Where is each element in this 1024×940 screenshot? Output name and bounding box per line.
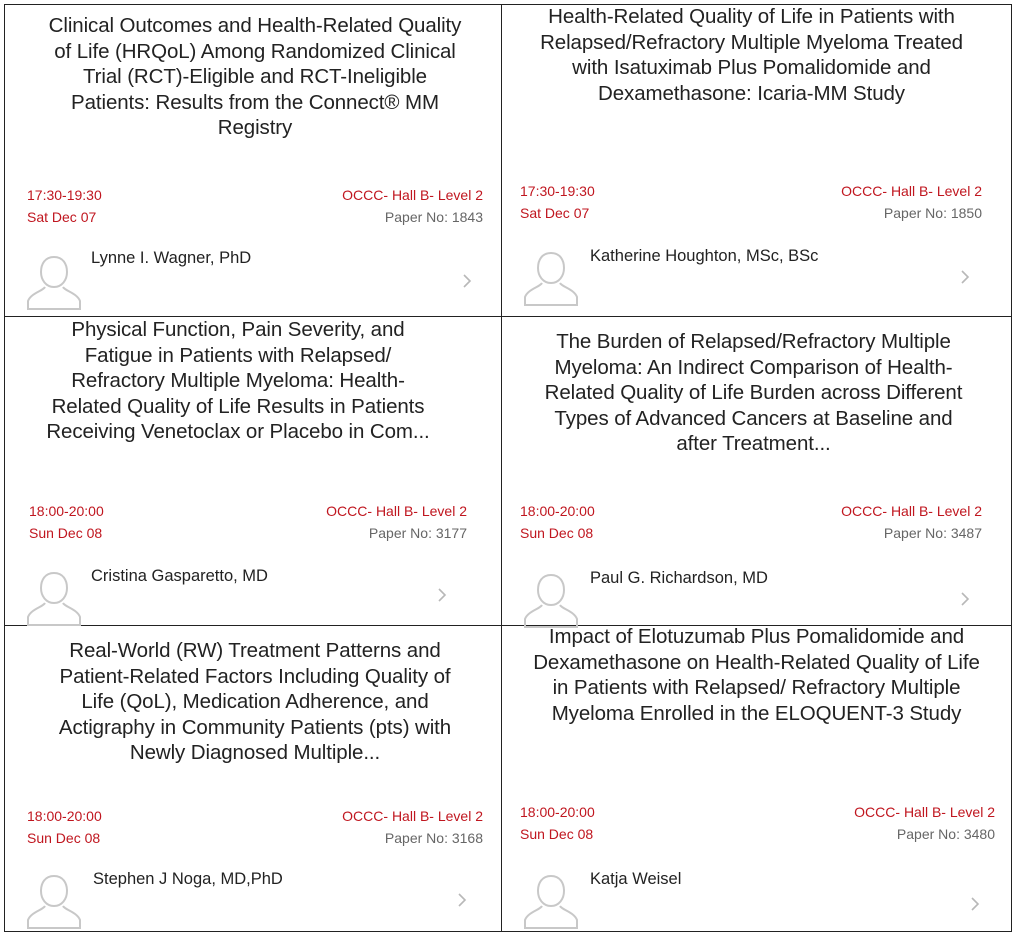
chevron-right-icon[interactable]: [958, 589, 972, 609]
chevron-right-icon[interactable]: [968, 894, 982, 914]
session-date: Sun Dec 08: [520, 525, 594, 541]
avatar-icon: [23, 870, 85, 932]
session-title: The Burden of Relapsed/Refractory Multiple Myeloma: An Indirect Comparison of Health-Related Quality of Life Burden across Different Types of Advanced Cancers at Baseline and after Treatment...: [544, 330, 963, 455]
paper-number: Paper No: 3480: [896, 826, 995, 842]
session-time: 17:30-19:30: [27, 187, 102, 203]
avatar-icon: [23, 251, 85, 313]
session-location: OCCC- Hall B- Level 2: [342, 187, 483, 203]
session-location: OCCC- Hall B- Level 2: [326, 503, 467, 519]
session-location: OCCC- Hall B- Level 2: [841, 183, 982, 199]
session-date: Sun Dec 08: [27, 830, 101, 846]
chevron-right-icon[interactable]: [460, 271, 474, 291]
session-title: Physical Function, Pain Severity, and Fatigue in Patients with Relapsed/ Refractory Multiple Myeloma: Health-Related Quality of Life Results in Patients Receiving Venetoclax or Placebo in Com...: [46, 318, 430, 443]
avatar-icon: [520, 569, 582, 631]
session-card[interactable]: [502, 317, 1011, 625]
author-name: Cristina Gasparetto, MD: [91, 567, 268, 585]
session-title: Real-World (RW) Treatment Patterns and Patient-Related Factors Including Quality of Life (QoL), Medication Adherence, and Actigraphy in Community Patients (pts) with Newly Diagnosed Multiple...: [58, 639, 452, 764]
avatar-icon: [23, 567, 85, 629]
session-card[interactable]: [5, 317, 501, 625]
session-date: Sun Dec 08: [29, 525, 103, 541]
author-name: Katja Weisel: [590, 870, 682, 888]
session-time: 17:30-19:30: [520, 183, 595, 199]
author-name: Stephen J Noga, MD,PhD: [93, 870, 283, 888]
session-location: OCCC- Hall B- Level 2: [841, 503, 982, 519]
session-time: 18:00-20:00: [29, 503, 104, 519]
paper-number: Paper No: 1843: [384, 209, 483, 225]
paper-number: Paper No: 3177: [368, 525, 467, 541]
author-name: Paul G. Richardson, MD: [590, 569, 768, 587]
paper-number: Paper No: 3168: [384, 830, 483, 846]
author-name: Lynne I. Wagner, PhD: [91, 249, 252, 267]
avatar-icon: [520, 247, 582, 309]
session-title: Health-Related Quality of Life in Patients with Relapsed/Refractory Multiple Myeloma Treated with Isatuximab Plus Pomalidomide and Dexamethasone: Icaria-MM Study: [540, 5, 963, 105]
session-date: Sun Dec 08: [520, 826, 594, 842]
chevron-right-icon[interactable]: [455, 890, 469, 910]
session-time: 18:00-20:00: [520, 804, 595, 820]
session-time: 18:00-20:00: [27, 808, 102, 824]
chevron-right-icon[interactable]: [435, 585, 449, 605]
avatar-icon: [520, 870, 582, 932]
paper-number: Paper No: 3487: [883, 525, 982, 541]
session-location: OCCC- Hall B- Level 2: [342, 808, 483, 824]
paper-number: Paper No: 1850: [883, 205, 982, 221]
session-grid: [4, 4, 1012, 932]
session-time: 18:00-20:00: [520, 503, 595, 519]
session-card[interactable]: [502, 5, 1011, 316]
session-title: Impact of Elotuzumab Plus Pomalidomide and Dexamethasone on Health-Related Quality of Life in Patients with Relapsed/ Refractory Multiple Myeloma Enrolled in the ELOQUENT-3 Study: [533, 625, 980, 725]
session-card[interactable]: [5, 626, 501, 931]
author-name: Katherine Houghton, MSc, BSc: [590, 247, 819, 265]
session-title: Clinical Outcomes and Health-Related Quality of Life (HRQoL) Among Randomized Clinical Trial (RCT)-Eligible and RCT-Ineligible Patients: Results from the Connect® MM Registry: [48, 14, 462, 139]
session-card[interactable]: [5, 5, 501, 316]
chevron-right-icon[interactable]: [958, 267, 972, 287]
session-location: OCCC- Hall B- Level 2: [854, 804, 995, 820]
session-card[interactable]: [502, 626, 1011, 931]
session-date: Sat Dec 07: [27, 209, 97, 225]
session-date: Sat Dec 07: [520, 205, 590, 221]
